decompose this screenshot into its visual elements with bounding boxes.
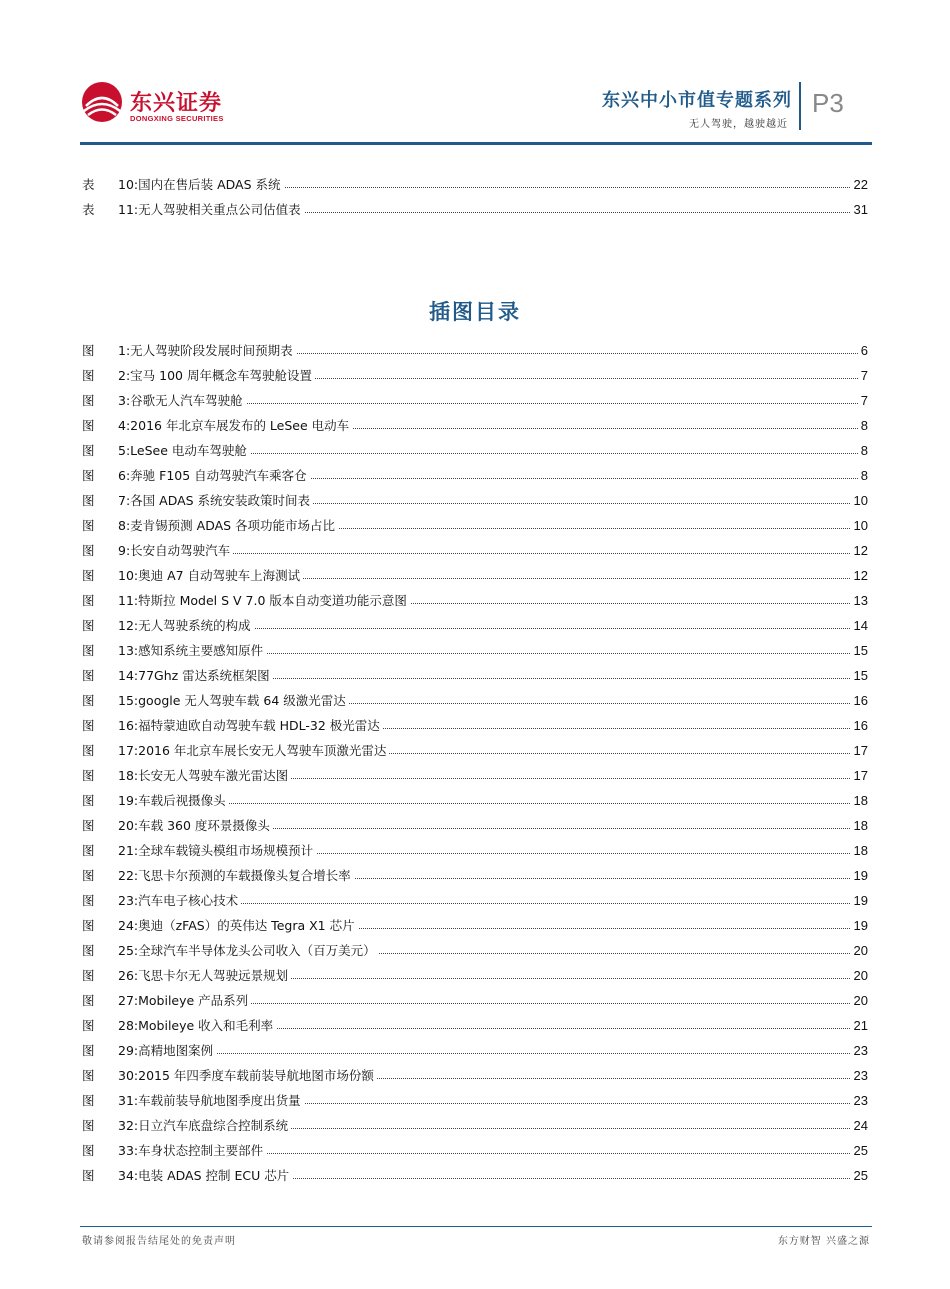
toc-entry-kind: 图 xyxy=(82,993,95,1008)
toc-entry[interactable] xyxy=(82,1113,868,1138)
toc-entry[interactable] xyxy=(82,1063,868,1088)
toc-entry-kind: 图 xyxy=(82,368,95,383)
toc-entry[interactable] xyxy=(82,913,868,938)
toc-entry-kind: 图 xyxy=(82,518,95,533)
toc-entry-text: 18:长安无人驾驶车激光雷达图 xyxy=(118,768,289,783)
toc-entry[interactable] xyxy=(82,1038,868,1063)
toc-entry[interactable] xyxy=(82,197,868,222)
toc-entry-kind: 表 xyxy=(82,202,95,217)
toc-entry[interactable] xyxy=(82,788,868,813)
toc-entry-page: 7 xyxy=(858,363,868,388)
toc-entry-page: 25 xyxy=(851,1138,868,1163)
toc-entry-label xyxy=(82,538,233,563)
toc-entry[interactable] xyxy=(82,688,868,713)
toc-entry-kind: 图 xyxy=(82,793,95,808)
toc-entry[interactable] xyxy=(82,1013,868,1038)
toc-entry-text: 3:谷歌无人汽车驾驶舱 xyxy=(118,393,243,408)
toc-entry-kind: 图 xyxy=(82,343,95,358)
toc-entry-page: 16 xyxy=(851,688,868,713)
toc-entry[interactable] xyxy=(82,713,868,738)
footer-slogan: 东方财智 兴盛之源 xyxy=(777,1236,870,1247)
toc-entry-label xyxy=(82,838,316,863)
toc-entry-page: 17 xyxy=(851,763,868,788)
toc-entry-label xyxy=(82,613,254,638)
toc-entry-label xyxy=(82,863,354,888)
toc-entry-page: 19 xyxy=(851,863,868,888)
toc-entry-kind: 图 xyxy=(82,1018,95,1033)
footer-disclaimer: 敬请参阅报告结尾处的免责声明 xyxy=(82,1236,236,1247)
toc-entry[interactable] xyxy=(82,863,868,888)
toc-entry-text: 9:长安自动驾驶汽车 xyxy=(118,543,231,558)
toc-entry-label xyxy=(82,638,266,663)
toc-entry-kind: 图 xyxy=(82,593,95,608)
toc-entry-text: 16:福特蒙迪欧自动驾驶车载 HDL-32 极光雷达 xyxy=(118,718,380,733)
toc-entry[interactable] xyxy=(82,513,868,538)
toc-entry[interactable] xyxy=(82,172,868,197)
toc-entry-kind: 图 xyxy=(82,468,95,483)
toc-entry-page: 20 xyxy=(851,988,868,1013)
toc-entry[interactable] xyxy=(82,463,868,488)
toc-entry-text: 29:高精地图案例 xyxy=(118,1043,214,1058)
page-number: P3 xyxy=(812,88,844,118)
toc-entry-text: 14:77Ghz 雷达系统框架图 xyxy=(118,668,270,683)
page-header xyxy=(0,0,950,150)
toc-entry-text: 21:全球车载镜头模组市场规模预计 xyxy=(118,843,314,858)
toc-entry-kind: 图 xyxy=(82,568,95,583)
toc-entry-text: 6:奔驰 F105 自动驾驶汽车乘客仓 xyxy=(118,468,307,483)
toc-entry-page: 19 xyxy=(851,888,868,913)
toc-entry-text: 22:飞思卡尔预测的车载摄像头复合增长率 xyxy=(118,868,351,883)
toc-entry-label xyxy=(82,1088,304,1113)
toc-entry-label xyxy=(82,1113,291,1138)
toc-entry-page: 14 xyxy=(851,613,868,638)
toc-entry-text: 20:车载 360 度环景摄像头 xyxy=(118,818,270,833)
toc-entry-label xyxy=(82,813,273,838)
toc-entry-kind: 图 xyxy=(82,693,95,708)
toc-entry-page: 10 xyxy=(851,513,868,538)
toc-entry-text: 26:飞思卡尔无人驾驶远景规划 xyxy=(118,968,289,983)
toc-entry[interactable] xyxy=(82,988,868,1013)
toc-entry-kind: 图 xyxy=(82,668,95,683)
toc-entry-label xyxy=(82,988,251,1013)
header-divider xyxy=(799,82,801,130)
toc-entry-kind: 图 xyxy=(82,1168,95,1183)
toc-entry-label xyxy=(82,888,241,913)
toc-entry-label xyxy=(82,1038,216,1063)
toc-entry-kind: 图 xyxy=(82,643,95,658)
footer-rule xyxy=(80,1226,872,1227)
toc-entry-text: 23:汽车电子核心技术 xyxy=(118,893,239,908)
toc-entry[interactable] xyxy=(82,963,868,988)
logo-text-cn: 东兴证券 xyxy=(130,91,223,116)
toc-entry-page: 8 xyxy=(858,463,868,488)
toc-entry-kind: 图 xyxy=(82,393,95,408)
toc-entry[interactable] xyxy=(82,588,868,613)
toc-entry-kind: 图 xyxy=(82,493,95,508)
toc-entry-page: 15 xyxy=(851,638,868,663)
toc-entry-kind: 图 xyxy=(82,893,95,908)
toc-entry[interactable] xyxy=(82,538,868,563)
toc-entry-page: 6 xyxy=(858,338,868,363)
figures-toc xyxy=(82,338,868,1188)
toc-entry-page: 8 xyxy=(858,438,868,463)
toc-entry-kind: 图 xyxy=(82,1143,95,1158)
toc-entry-page: 23 xyxy=(851,1063,868,1088)
toc-entry-text: 8:麦肯锡预测 ADAS 各项功能市场占比 xyxy=(118,518,336,533)
toc-entry-label xyxy=(82,563,303,588)
toc-entry[interactable] xyxy=(82,888,868,913)
toc-entry-kind: 图 xyxy=(82,943,95,958)
toc-entry-page: 18 xyxy=(851,813,868,838)
toc-entry-kind: 图 xyxy=(82,843,95,858)
toc-entry-kind: 图 xyxy=(82,443,95,458)
toc-entry-text: 12:无人驾驶系统的构成 xyxy=(118,618,251,633)
toc-entry[interactable] xyxy=(82,1138,868,1163)
toc-entry-text: 34:电装 ADAS 控制 ECU 芯片 xyxy=(118,1168,290,1183)
toc-entry-label xyxy=(82,688,349,713)
toc-entry-page: 19 xyxy=(851,913,868,938)
toc-entry-page: 21 xyxy=(851,1013,868,1038)
toc-entry-label xyxy=(82,663,273,688)
toc-entry-label xyxy=(82,713,383,738)
toc-entry-page: 24 xyxy=(851,1113,868,1138)
toc-entry-page: 18 xyxy=(851,788,868,813)
toc-entry[interactable] xyxy=(82,413,868,438)
toc-entry-page: 15 xyxy=(851,663,868,688)
toc-entry-kind: 图 xyxy=(82,768,95,783)
toc-entry-page: 8 xyxy=(858,413,868,438)
toc-entry-text: 11:无人驾驶相关重点公司估值表 xyxy=(118,202,301,217)
toc-entry-page: 25 xyxy=(851,1163,868,1188)
toc-entry-text: 31:车载前装导航地图季度出货量 xyxy=(118,1093,301,1108)
toc-entry[interactable] xyxy=(82,338,868,363)
toc-entry-kind: 图 xyxy=(82,968,95,983)
toc-entry-label xyxy=(82,1138,266,1163)
toc-entry-label xyxy=(82,963,291,988)
toc-entry-kind: 图 xyxy=(82,1118,95,1133)
toc-entry-page: 13 xyxy=(851,588,868,613)
toc-entry-text: 30:2015 年四季度车载前装导航地图市场份额 xyxy=(118,1068,374,1083)
toc-entry-text: 2:宝马 100 周年概念车驾驶舱设置 xyxy=(118,368,312,383)
toc-entry-label xyxy=(82,413,352,438)
toc-entry-label xyxy=(82,788,229,813)
toc-entry-label xyxy=(82,1163,292,1188)
toc-entry-page: 16 xyxy=(851,713,868,738)
toc-entry-text: 10:国内在售后装 ADAS 系统 xyxy=(118,177,281,192)
toc-entry-page: 20 xyxy=(851,963,868,988)
toc-entry-label xyxy=(82,363,315,388)
toc-entry-label xyxy=(82,513,338,538)
toc-entry-page: 7 xyxy=(858,388,868,413)
toc-entry-text: 32:日立汽车底盘综合控制系统 xyxy=(118,1118,289,1133)
toc-entry-label xyxy=(82,388,246,413)
toc-entry-kind: 图 xyxy=(82,543,95,558)
toc-entry-text: 10:奥迪 A7 自动驾驶车上海测试 xyxy=(118,568,301,583)
toc-entry-text: 19:车载后视摄像头 xyxy=(118,793,226,808)
toc-entry-label xyxy=(82,938,379,963)
toc-entry-kind: 图 xyxy=(82,1093,95,1108)
toc-entry-label xyxy=(82,738,389,763)
toc-entry-text: 13:感知系统主要感知原件 xyxy=(118,643,264,658)
toc-entry[interactable] xyxy=(82,663,868,688)
toc-entry-text: 7:各国 ADAS 系统安装政策时间表 xyxy=(118,493,311,508)
toc-entry-page: 18 xyxy=(851,838,868,863)
toc-entry[interactable] xyxy=(82,813,868,838)
toc-entry-text: 15:google 无人驾驶车载 64 级激光雷达 xyxy=(118,693,346,708)
toc-entry-page: 20 xyxy=(851,938,868,963)
toc-entry-text: 17:2016 年北京车展长安无人驾驶车顶激光雷达 xyxy=(118,743,387,758)
toc-entry-text: 4:2016 年北京车展发布的 LeSee 电动车 xyxy=(118,418,350,433)
toc-entry-kind: 图 xyxy=(82,868,95,883)
toc-entry-kind: 表 xyxy=(82,177,95,192)
toc-entry-page: 23 xyxy=(851,1038,868,1063)
toc-entry-text: 27:Mobileye 产品系列 xyxy=(118,993,249,1008)
toc-entry-kind: 图 xyxy=(82,918,95,933)
toc-entry-text: 25:全球汽车半导体龙头公司收入（百万美元） xyxy=(118,943,376,958)
toc-entry-text: 11:特斯拉 Model S V 7.0 版本自动变道功能示意图 xyxy=(118,593,407,608)
toc-entry-text: 33:车身状态控制主要部件 xyxy=(118,1143,264,1158)
toc-entry-kind: 图 xyxy=(82,618,95,633)
logo-emblem-icon xyxy=(80,80,124,124)
toc-entry-kind: 图 xyxy=(82,718,95,733)
company-logo xyxy=(80,80,230,130)
toc-entry[interactable] xyxy=(82,1088,868,1113)
toc-entry-label xyxy=(82,172,284,197)
toc-entry-page: 23 xyxy=(851,1088,868,1113)
toc-entry-kind: 图 xyxy=(82,743,95,758)
toc-entry-label xyxy=(82,588,410,613)
toc-entry[interactable] xyxy=(82,363,868,388)
toc-entry-label xyxy=(82,488,313,513)
toc-entry-label xyxy=(82,463,310,488)
toc-entry-page: 10 xyxy=(851,488,868,513)
toc-entry-text: 24:奥迪（zFAS）的英伟达 Tegra X1 芯片 xyxy=(118,918,355,933)
tables-toc xyxy=(82,172,868,222)
figures-toc-title: 插图目录 xyxy=(429,300,521,324)
toc-entry[interactable] xyxy=(82,388,868,413)
toc-entry-page: 12 xyxy=(851,563,868,588)
toc-entry[interactable] xyxy=(82,1163,868,1188)
toc-entry-page: 31 xyxy=(851,197,868,222)
series-title: 东兴中小市值专题系列 xyxy=(602,90,792,111)
series-subtitle: 无人驾驶，越驶越近 xyxy=(689,119,788,130)
toc-entry-label xyxy=(82,913,358,938)
toc-entry-text: 28:Mobileye 收入和毛利率 xyxy=(118,1018,274,1033)
toc-entry-label xyxy=(82,438,250,463)
toc-entry[interactable] xyxy=(82,638,868,663)
toc-entry[interactable] xyxy=(82,563,868,588)
toc-entry-label xyxy=(82,1063,377,1088)
toc-entry[interactable] xyxy=(82,438,868,463)
toc-entry[interactable] xyxy=(82,938,868,963)
toc-entry[interactable] xyxy=(82,738,868,763)
toc-entry-label xyxy=(82,763,291,788)
toc-entry-label xyxy=(82,197,304,222)
toc-entry[interactable] xyxy=(82,763,868,788)
toc-entry[interactable] xyxy=(82,488,868,513)
toc-entry-label xyxy=(82,1013,276,1038)
toc-entry-text: 1:无人驾驶阶段发展时间预期表 xyxy=(118,343,293,358)
header-rule xyxy=(80,142,872,145)
logo-text-en: DONGXING SECURITIES xyxy=(130,114,224,123)
toc-entry[interactable] xyxy=(82,838,868,863)
toc-entry[interactable] xyxy=(82,613,868,638)
toc-entry-label xyxy=(82,338,296,363)
toc-entry-kind: 图 xyxy=(82,1043,95,1058)
toc-entry-page: 12 xyxy=(851,538,868,563)
toc-entry-text: 5:LeSee 电动车驾驶舱 xyxy=(118,443,247,458)
toc-entry-page: 17 xyxy=(851,738,868,763)
toc-entry-kind: 图 xyxy=(82,818,95,833)
toc-entry-kind: 图 xyxy=(82,1068,95,1083)
toc-entry-page: 22 xyxy=(851,172,868,197)
toc-entry-kind: 图 xyxy=(82,418,95,433)
